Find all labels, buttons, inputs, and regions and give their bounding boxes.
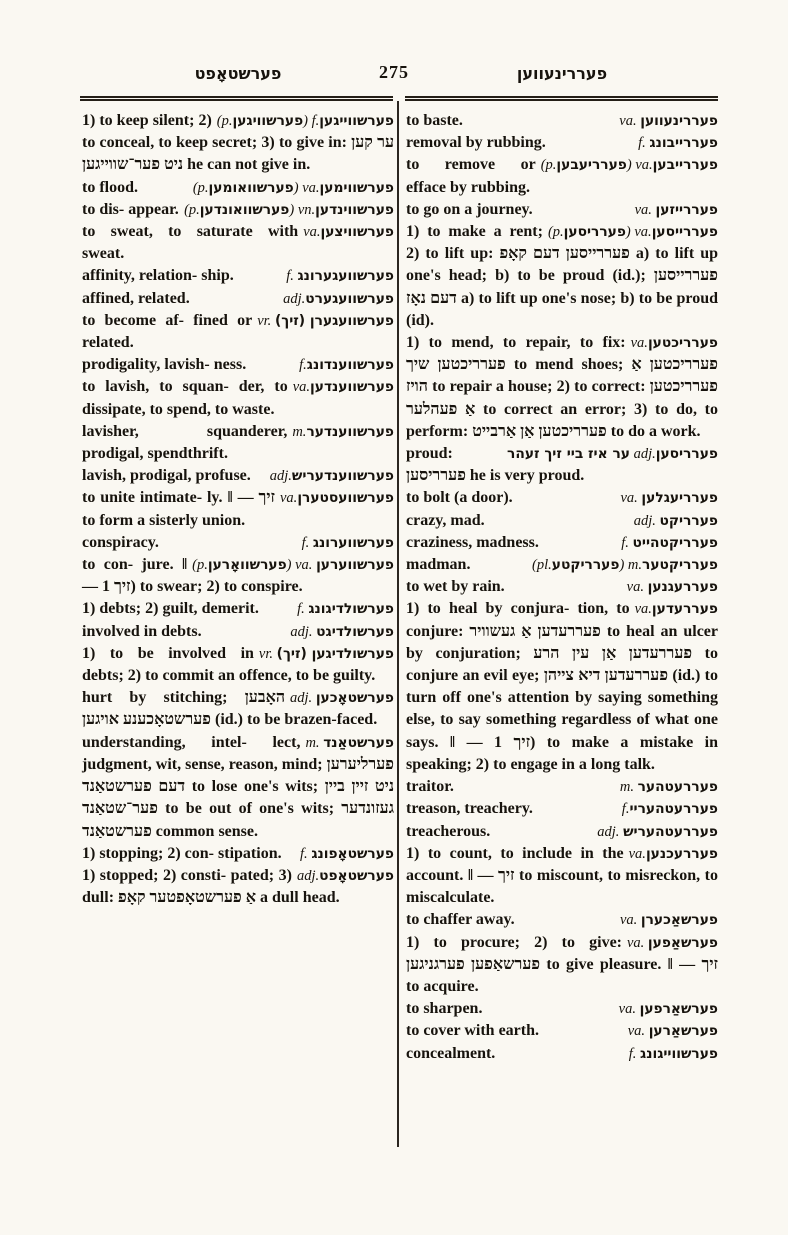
definition-text: affinity, relation-	[82, 267, 198, 285]
definition-text: to sweat, to saturate	[82, 223, 253, 241]
yiddish-headword: פעררעטהער	[637, 779, 718, 796]
headword-block	[532, 554, 718, 576]
dictionary-entry	[82, 465, 394, 487]
definition-text: to dis-	[82, 200, 125, 218]
grammar-abbreviation: f.	[628, 1045, 641, 1062]
headword-block	[303, 221, 394, 243]
definition-continuation: ly. ‖ — זיך to form a sisterly union.	[82, 489, 275, 529]
definition-continuation: to fix: פערריכטען שיך to mend shoes; פערריכטען אַ הויז to repair a house; 2) to correct: פערריכטען אַ פעהלער to correct an error; 3) to do, to perform: פערריכטען אַן אַרבייט to do a work.	[406, 334, 719, 440]
headword-block	[270, 465, 394, 487]
yiddish-headword: פעררייזען	[655, 201, 718, 218]
yiddish-headword: פערשטאָפונג	[311, 845, 394, 862]
dictionary-entry	[406, 1043, 718, 1065]
dictionary-entry	[82, 354, 394, 376]
grammar-abbreviation: vr.	[257, 312, 275, 329]
headword-block	[293, 376, 394, 398]
headword-block	[548, 221, 718, 243]
grammar-abbreviation: va.	[618, 1001, 640, 1018]
definition-continuation: a rent; 2) to lift up: פעררייסען דעם קאָפ a) to lift up one's head; b) to be proud (id.); פעררייסען דעם נאָז a) to lift up one's nose; b) to be proud (id).	[406, 223, 719, 329]
headword-block	[629, 843, 718, 865]
grammar-abbreviation: adj.	[629, 446, 656, 463]
headword-block	[635, 598, 718, 620]
grammar-abbreviation: )	[289, 201, 298, 218]
headword-block	[638, 132, 718, 154]
definition-text: understanding, intel-	[82, 733, 247, 751]
grammar-abbreviation: (p.	[547, 224, 564, 241]
yiddish-headword: פערשוועסטערן	[297, 490, 394, 507]
right-column	[406, 110, 718, 1065]
dictionary-entry	[82, 110, 394, 177]
grammar-abbreviation: adj.	[290, 623, 317, 640]
header-rule	[80, 96, 718, 101]
definition-continuation: in debts; 2) to commit an offence, to be guilty.	[82, 644, 376, 685]
headword-block	[597, 821, 718, 843]
definition-text: to lavish, to squan-	[82, 378, 229, 396]
yiddish-headword: פערשווענדעריש	[291, 468, 394, 485]
headword-block	[635, 199, 718, 221]
grammar-abbreviation: m.	[627, 557, 643, 574]
definition-continuation: in the account. ‖ — זיך to miscount, to misreckon, to miscalculate.	[406, 844, 718, 907]
definition-text: lavisher, squanderer,	[82, 422, 288, 440]
definition-text: to baste.	[406, 112, 463, 129]
yiddish-headword: פערשטאָפט	[319, 867, 394, 884]
definition-text: removal by rubbing.	[406, 134, 546, 152]
yiddish-headword: פערשווענדען	[310, 379, 394, 396]
header-rule-right-segment	[405, 96, 718, 101]
grammar-abbreviation: f.	[311, 113, 320, 129]
headword-block	[629, 1043, 718, 1065]
grammar-abbreviation: (p.	[540, 157, 557, 174]
grammar-abbreviation: f.	[638, 135, 650, 152]
dictionary-entry	[82, 487, 394, 531]
headword-block	[280, 487, 394, 509]
definition-continuation: jure. ‖ — זיך 1) to swear; 2) to conspire.	[82, 556, 303, 596]
yiddish-headword: פעררייבען	[652, 157, 718, 174]
dictionary-entry	[406, 221, 718, 332]
definition-text: proud:	[406, 445, 453, 463]
yiddish-headword: פערשוואונדען	[199, 201, 290, 218]
yiddish-headword: פערשווינדען	[315, 201, 394, 218]
grammar-abbreviation: va.	[635, 157, 653, 174]
grammar-abbreviation: (p.	[192, 557, 208, 574]
definition-text: traitor.	[406, 778, 454, 796]
yiddish-headword: פעררינעווען	[640, 113, 718, 129]
grammar-abbreviation: va.	[634, 224, 652, 241]
column-divider	[397, 101, 399, 1147]
headword-block	[619, 998, 718, 1020]
yiddish-headword: פערריקטע	[551, 557, 620, 574]
definition-text: 1) to make	[406, 223, 486, 241]
grammar-abbreviation: f.	[297, 601, 309, 618]
definition-continuation: ship.	[201, 267, 234, 285]
dictionary-entry	[82, 177, 394, 199]
yiddish-headword: פערשווערען	[316, 557, 394, 574]
grammar-abbreviation: adj.	[633, 512, 660, 529]
definition-text: treacherous.	[406, 822, 491, 840]
grammar-abbreviation: )	[286, 557, 296, 574]
yiddish-headword: פערשוועגערן (זיך)	[274, 312, 394, 329]
yiddish-headword: פערשוואָרען	[207, 557, 287, 574]
definition-text: crazy, mad.	[406, 511, 485, 529]
definition-text: lavish, prodigal,	[82, 467, 192, 485]
yiddish-headword: פערריקטהייט	[632, 534, 718, 551]
headword-block	[302, 532, 394, 554]
yiddish-headword: פערריסען	[655, 446, 718, 463]
definition-continuation: give: פערשאַפען פערגניגען to give pleasure. ‖ — זיך to acquire.	[406, 933, 719, 995]
dictionary-entry	[406, 576, 718, 598]
grammar-abbreviation: va.	[280, 490, 298, 507]
definition-continuation: appear.	[128, 200, 179, 218]
definition-text: to wet by rain.	[406, 578, 505, 596]
yiddish-headword: פעררעגנען	[647, 579, 718, 596]
yiddish-headword: פערשוועגערט	[305, 290, 394, 307]
definition-text: prodigality, lavish-	[82, 356, 210, 374]
dictionary-entry	[406, 554, 718, 576]
dictionary-entry	[82, 376, 394, 420]
dictionary-entry	[82, 687, 394, 731]
dictionary-entry	[82, 621, 394, 643]
grammar-abbreviation: va.	[292, 379, 311, 396]
headword-block	[283, 288, 394, 310]
yiddish-headword: פערשוויצען	[320, 224, 394, 241]
definition-text: hurt by stitching;	[82, 689, 228, 707]
grammar-abbreviation: f.	[300, 845, 312, 862]
definition-text: craziness, madness.	[406, 533, 539, 551]
yiddish-headword: פערשווענדער	[306, 423, 394, 440]
definition-text: 1) debts; 2) guilt,	[82, 600, 198, 618]
grammar-abbreviation: adj.	[290, 690, 316, 707]
yiddish-headword: פערריעגלען	[641, 490, 718, 507]
grammar-abbreviation: f.	[301, 534, 313, 551]
yiddish-headword: פערשאַרפען	[639, 1001, 718, 1018]
dictionary-entry	[406, 132, 718, 154]
grammar-abbreviation: vn.	[297, 201, 316, 218]
yiddish-headword: פערריעבען	[556, 157, 627, 174]
definition-continuation: silent; 2) to conceal, to keep secret; 3) to give in: ער קען ניט פער־שווייגען he can not give in.	[82, 112, 395, 174]
grammar-abbreviation: )	[619, 557, 628, 574]
headword-block	[257, 310, 394, 332]
grammar-abbreviation: va.	[627, 1023, 649, 1040]
headword-block	[259, 643, 394, 665]
dictionary-entry	[406, 1020, 718, 1042]
grammar-abbreviation: (pl.	[532, 557, 552, 574]
dictionary-entry	[82, 265, 394, 287]
definition-text: conspiracy.	[82, 533, 159, 551]
definition-text: to remove	[406, 156, 496, 174]
dictionary-entry	[406, 798, 718, 820]
dictionary-entry	[82, 532, 394, 554]
grammar-abbreviation: va.	[634, 201, 656, 218]
yiddish-headword: פערשאַכערן	[640, 912, 718, 929]
grammar-abbreviation: adj.	[269, 468, 292, 485]
yiddish-headword: פערשטאָכען	[315, 690, 394, 707]
definition-continuation: or efface by rubbing.	[406, 156, 536, 196]
headword-block	[286, 265, 394, 287]
grammar-abbreviation: va.	[628, 845, 646, 862]
grammar-abbreviation: )	[293, 179, 303, 196]
guide-word-left: פערשטאָפט	[194, 64, 282, 83]
definition-text: 1) stopping; 2) con-	[82, 844, 215, 862]
grammar-abbreviation: f.	[621, 534, 633, 551]
yiddish-headword: פערשווימען	[319, 179, 394, 196]
grammar-abbreviation: m.	[292, 423, 307, 440]
dictionary-entry	[82, 199, 394, 221]
definition-text: to sharpen.	[406, 1000, 483, 1018]
dictionary-entry	[406, 332, 718, 443]
grammar-abbreviation: va.	[620, 490, 642, 507]
dictionary-entry	[406, 154, 718, 198]
yiddish-headword: פערריקט	[659, 512, 718, 529]
dictionary-entry	[82, 554, 394, 598]
definition-continuation: lect, judgment, wit, sense, reason, mind; פערליערען דעם פערשטאַנד to lose one's wits; ניט זיין ביין פער־שטאַנד to be out of one's wits; געזונדער פערשטאַנד common sense.	[82, 733, 395, 840]
definition-continuation: ness.	[213, 356, 247, 374]
grammar-abbreviation: va.	[619, 113, 641, 129]
yiddish-headword: פעררעכנען	[645, 845, 718, 862]
dictionary-entry	[406, 843, 718, 910]
dictionary-entry	[406, 821, 718, 843]
dictionary-entry	[82, 865, 394, 909]
headword-block	[619, 110, 718, 132]
dictionary-entry	[406, 443, 718, 487]
grammar-abbreviation: (p.	[216, 113, 233, 129]
dictionary-entry	[406, 110, 718, 132]
headword-block	[290, 687, 394, 709]
grammar-abbreviation: (p.	[192, 179, 209, 196]
dictionary-entry	[406, 199, 718, 221]
headword-block	[631, 332, 718, 354]
dictionary-entry	[82, 421, 394, 465]
grammar-abbreviation: va.	[619, 912, 641, 929]
definition-continuation: prodigal, spendthrift.	[82, 445, 228, 463]
dictionary-entry	[82, 843, 394, 865]
headword-block	[305, 732, 394, 754]
grammar-abbreviation: (p.	[184, 201, 200, 218]
headword-block	[297, 598, 394, 620]
headword-block	[300, 843, 394, 865]
definition-text: 1) stopped; 2) consti-	[82, 866, 227, 884]
dictionary-entry	[82, 310, 394, 354]
definition-continuation: האָבען פערשטאָכענע אויגען (id.) to be brazen-faced.	[82, 689, 378, 729]
yiddish-headword: ער איז ביי זיך זעהר	[507, 446, 630, 463]
grammar-abbreviation: va.	[626, 579, 648, 596]
definition-text: madman.	[406, 556, 471, 574]
headword-block	[627, 576, 718, 598]
definition-text: affined, related.	[82, 289, 190, 307]
yiddish-headword: פעררייבונג	[649, 135, 718, 152]
definition-text: to become af-	[82, 311, 184, 329]
dictionary-entry	[82, 288, 394, 310]
grammar-abbreviation: va.	[302, 179, 320, 196]
definition-text: 1) to heal by conjura-	[406, 600, 570, 618]
grammar-abbreviation: f.	[299, 357, 307, 374]
headword-block	[507, 443, 718, 465]
headword-block	[622, 798, 718, 820]
dictionary-entry	[406, 932, 718, 999]
headword-block	[627, 932, 718, 954]
definition-text: to go on a journey.	[406, 200, 533, 218]
definition-continuation: פערריסען he is very proud.	[406, 467, 585, 485]
yiddish-headword: פערשוויגען	[232, 113, 304, 129]
definition-text: 1) to keep	[82, 112, 149, 129]
yiddish-headword: פערשווערונג	[312, 534, 394, 551]
definition-text: to cover with earth.	[406, 1022, 539, 1040]
headword-block	[620, 909, 718, 931]
dictionary-entry	[82, 732, 394, 843]
headword-block	[297, 865, 394, 887]
definition-continuation: tion, to conjure: פעררעדען אַ געשוויר to heal an ulcer by conjuration; פעררעדען אַן עין הרע to conjure an evil eye; פעררעדען דיא צייהן (id.) to turn off one's attention by saying something else, to say something regardless of what one says. ‖ — זיך 1) to make a mistake in speaking; 2) to engage in a long talk.	[406, 600, 719, 773]
grammar-abbreviation: )	[626, 157, 636, 174]
grammar-abbreviation: va.	[626, 934, 648, 951]
definition-text: to unite intimate-	[82, 489, 203, 507]
grammar-abbreviation: vr.	[258, 645, 277, 662]
yiddish-headword: פעררייסען	[651, 224, 718, 241]
definition-continuation: with sweat.	[82, 223, 299, 263]
definition-text: 1) to count, to include	[406, 844, 572, 862]
yiddish-headword: פערשאַפען	[647, 934, 718, 951]
yiddish-headword: פערשטאַנד	[323, 734, 394, 751]
yiddish-headword: פערשאַרען	[648, 1023, 718, 1040]
yiddish-headword: פעררעטהעריי	[629, 801, 718, 818]
dictionary-entry	[406, 487, 718, 509]
yiddish-headword: פערשווייגען	[319, 113, 394, 129]
page-number: 275	[379, 62, 409, 82]
definition-text: to flood.	[82, 178, 138, 196]
yiddish-headword: פערשווייגונג	[640, 1045, 718, 1062]
left-column	[82, 110, 394, 909]
headword-block	[290, 621, 394, 643]
definition-text: treason, treachery.	[406, 800, 533, 818]
yiddish-headword: פערשולדיגונג	[308, 601, 394, 618]
definition-continuation: profuse.	[195, 467, 251, 485]
headword-block	[217, 110, 394, 132]
definition-continuation: pated; 3) dull: אַ פערשטאָפטער קאָפ a dull head.	[82, 866, 340, 907]
definition-continuation: der, to dissipate, to spend, to waste.	[82, 378, 288, 418]
definition-text: 1) to be involved	[82, 644, 227, 662]
headword-block	[621, 532, 718, 554]
dictionary-entry	[406, 532, 718, 554]
dictionary-entry	[82, 643, 394, 687]
definition-continuation: stipation.	[218, 844, 282, 862]
dictionary-entry	[82, 221, 394, 265]
headword-block	[620, 487, 718, 509]
headword-block	[299, 354, 394, 376]
grammar-abbreviation: va.	[295, 557, 317, 574]
dictionary-entry	[406, 598, 718, 776]
definition-text: 1) to mend, to repair,	[406, 334, 571, 352]
definition-continuation: fined or related.	[82, 311, 253, 352]
yiddish-headword: פערריסען	[563, 224, 626, 241]
headword-block	[184, 199, 394, 221]
headword-block	[541, 154, 718, 176]
headword-block	[634, 510, 718, 532]
headword-block	[620, 776, 718, 798]
definition-text: to bolt (a door).	[406, 489, 513, 507]
grammar-abbreviation: f.	[621, 801, 630, 818]
definition-text: involved in debts.	[82, 622, 202, 640]
yiddish-headword: פעררעדען	[651, 601, 718, 618]
definition-text: concealment.	[406, 1044, 496, 1062]
dictionary-entry	[406, 510, 718, 532]
definition-text: 1) to procure; 2) to	[406, 933, 575, 951]
headword-block	[292, 421, 394, 443]
headword-block	[192, 554, 394, 576]
yiddish-headword: פערריכטען	[647, 335, 718, 352]
dictionary-entry	[82, 598, 394, 620]
headword-block	[193, 177, 394, 199]
dictionary-entry	[406, 998, 718, 1020]
grammar-abbreviation: adj.	[597, 823, 624, 840]
yiddish-headword: פערשווענדונג	[306, 357, 394, 374]
guide-word-right: פעררינעווען	[516, 64, 608, 83]
grammar-abbreviation: f.	[286, 268, 298, 285]
yiddish-headword: פערשוואומען	[208, 179, 294, 196]
grammar-abbreviation: va.	[630, 335, 648, 352]
yiddish-headword: פערריקטער	[642, 557, 718, 574]
grammar-abbreviation: m.	[305, 734, 324, 751]
grammar-abbreviation: )	[303, 113, 312, 129]
definition-continuation: demerit.	[201, 600, 259, 618]
grammar-abbreviation: adj.	[296, 867, 320, 884]
grammar-abbreviation: va.	[303, 224, 321, 241]
grammar-abbreviation: m.	[619, 779, 638, 796]
dictionary-entry	[406, 909, 718, 931]
dictionary-entry	[406, 776, 718, 798]
grammar-abbreviation: va.	[634, 601, 652, 618]
grammar-abbreviation: )	[625, 224, 635, 241]
headword-block	[628, 1020, 718, 1042]
definition-text: to chaffer away.	[406, 911, 515, 929]
yiddish-headword: פערשוועגערונג	[297, 268, 394, 285]
definition-text: to con-	[82, 556, 134, 574]
grammar-abbreviation: adj.	[283, 290, 306, 307]
header-rule-left-segment	[80, 96, 393, 101]
yiddish-headword: פערשולדיגט	[316, 623, 394, 640]
yiddish-headword: פערשולדיגען (זיך)	[276, 645, 394, 662]
yiddish-headword: פעררעטהעריש	[623, 823, 718, 840]
